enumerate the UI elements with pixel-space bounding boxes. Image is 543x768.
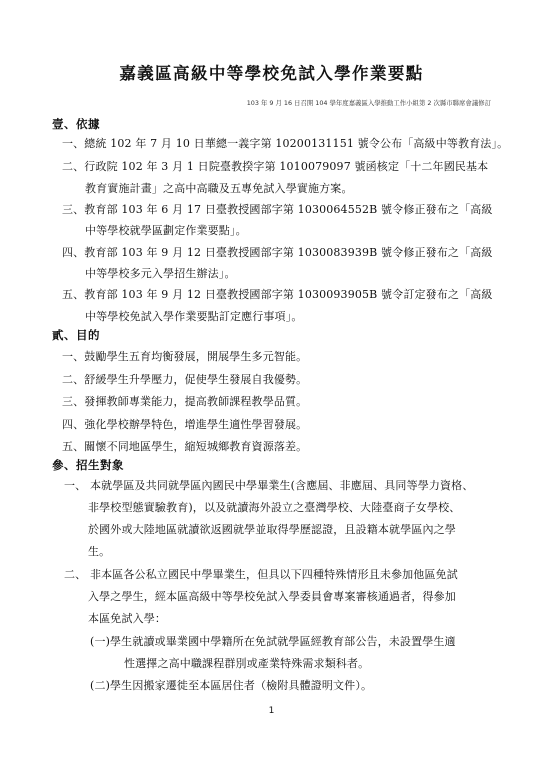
basis-item-4: 四、教育部 103 年 9 月 12 日臺教授國部字第 1030083939B 號令修正發布之「高級 xyxy=(62,246,493,259)
basis-item-2: 二、行政院 102 年 3 月 1 日院臺教揆字第 1010079097 號函核定「十二年國民基本 xyxy=(62,160,489,173)
basis-item-1: 一、總統 102 年 7 月 10 日華總一義字第 10200131151 號令公布「高級中等教育法」。 xyxy=(62,137,509,150)
eligibility-item-2: 二、 非本區各公私立國民中學畢業生，但具以下四種特殊情形且未參加他區免試 xyxy=(64,568,458,581)
basis-item-5: 五、教育部 103 年 9 月 12 日臺教授國部字第 1030093905B 號令訂定發布之「高級 xyxy=(62,288,493,301)
basis-item-2-cont: 教育實施計畫」之高中高職及五專免試入學實施方案。 xyxy=(85,182,353,195)
purpose-item-2: 二、舒緩學生升學壓力，促使學生發展自我優勢。 xyxy=(62,373,308,386)
eligibility-subitem-1-cont: 性選擇之高中職課程群別或產業特殊需求類科者。 xyxy=(124,657,370,670)
basis-item-3-cont: 中等學校就學區劃定作業要點」。 xyxy=(85,224,247,237)
purpose-item-5: 五、關懷不同地區學生，縮短城鄉教育資源落差。 xyxy=(62,440,308,453)
section-heading-purpose: 貳、目的 xyxy=(52,328,100,342)
eligibility-item-1-cont: 生。 xyxy=(88,545,111,558)
purpose-item-3: 三、發揮教師專業能力，提高教師課程教學品質。 xyxy=(62,395,308,408)
eligibility-item-2-cont: 本區免試入學： xyxy=(88,612,167,625)
basis-item-3: 三、教育部 103 年 6 月 17 日臺教授國部字第 1030064552B 號令修正發布之「高級 xyxy=(62,203,493,216)
purpose-item-4: 四、強化學校辦學特色，增進學生適性學習發展。 xyxy=(62,418,308,431)
purpose-item-1: 一、鼓勵學生五育均衡發展，開展學生多元智能。 xyxy=(62,350,308,363)
basis-item-5-cont: 中等學校免試入學作業要點訂定應行事項」。 xyxy=(85,310,303,323)
eligibility-subitem-2: (二)學生因搬家遷徙至本區居住者（檢附具體證明文件）。 xyxy=(90,679,373,692)
section-heading-eligibility: 參、招生對象 xyxy=(52,458,124,472)
eligibility-item-1-cont: 於國外或大陸地區就讀欲返國就學並取得學歷認證，且設籍本就學區內之學 xyxy=(88,523,456,536)
eligibility-subitem-1: (一)學生就讀或畢業國中學籍所在免試就學區經教育部公告，未設置學生適 xyxy=(90,635,456,648)
eligibility-item-1: 一、 本就學區及共同就學區內國民中學畢業生(含應屆、非應屆、具同等學力資格、 xyxy=(64,479,474,492)
section-heading-basis: 壹、依據 xyxy=(52,117,100,131)
eligibility-item-1-cont: 非學校型態實驗教育)，以及就讀海外設立之臺灣學校、大陸臺商子女學校、 xyxy=(88,501,461,514)
eligibility-item-2-cont: 入學之學生，經本區高級中等學校免試入學委員會專案審核通過者，得參加 xyxy=(88,590,456,603)
revision-note: 103 年 9 月 16 日召開 104 學年度嘉義區入學推動工作小組第 2 次縣市聯席會議修訂 xyxy=(246,99,491,107)
document-title: 嘉義區高級中等學校免試入學作業要點 xyxy=(119,64,424,83)
page-number: 1 xyxy=(268,706,275,716)
basis-item-4-cont: 中等學校多元入學招生辦法」。 xyxy=(85,267,236,280)
